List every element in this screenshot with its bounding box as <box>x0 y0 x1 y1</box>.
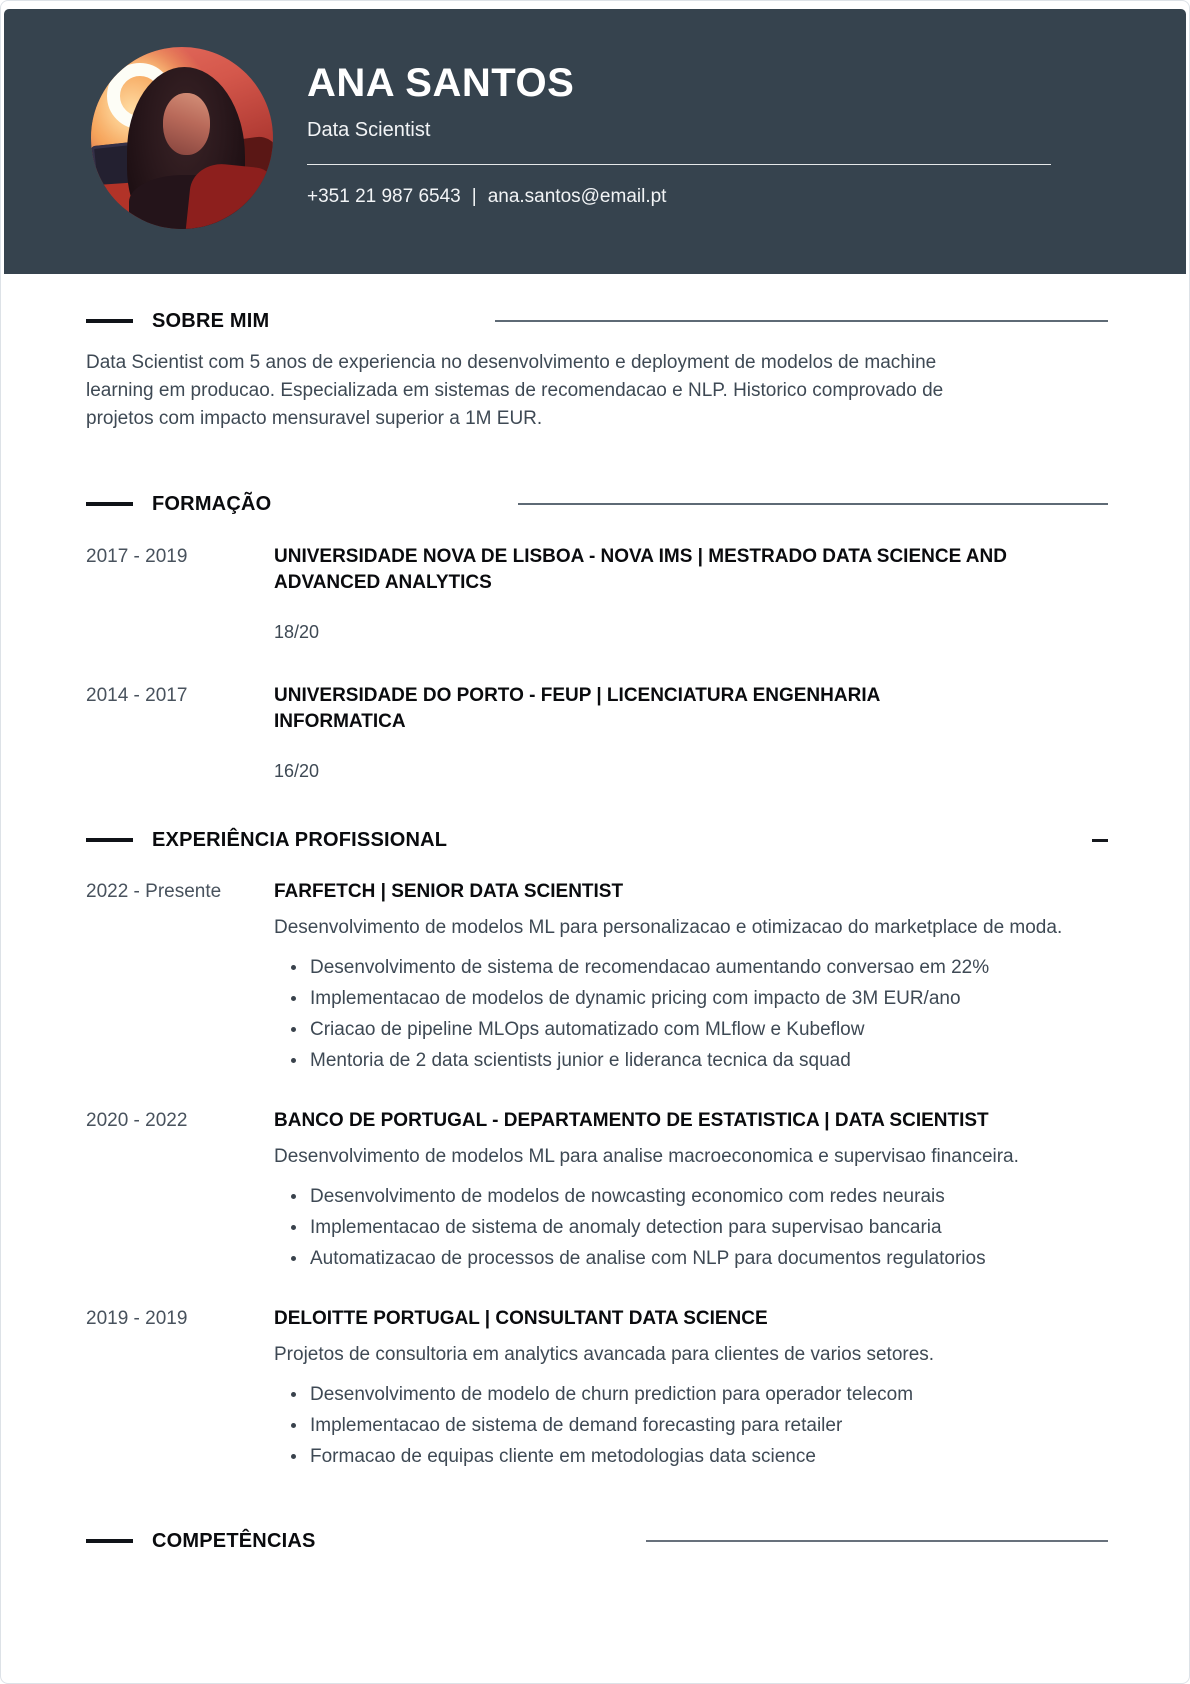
education-entry-body <box>274 544 1108 643</box>
person-name: ANA SANTOS <box>307 61 575 105</box>
education-grade: 18/20 <box>274 622 320 642</box>
education-title: UNIVERSIDADE NOVA DE LISBOA - NOVA IMS | MESTRADO DATA SCIENCE AND ADVANCED ANALYTICS <box>274 546 1007 593</box>
experience-entry-body <box>274 879 1108 1076</box>
section-rule <box>495 320 1108 322</box>
experience-bullet-list <box>274 1379 1108 1472</box>
header-divider <box>307 164 1051 165</box>
education-entry <box>86 544 1108 643</box>
experience-list <box>86 879 1108 1472</box>
experience-bullet-list <box>274 952 1108 1076</box>
section-title-education: FORMAÇÃO <box>152 492 272 515</box>
experience-title: FARFETCH | SENIOR DATA SCIENTIST <box>274 881 624 902</box>
section-about-header <box>86 309 1108 333</box>
experience-bullet-list <box>274 1181 1108 1274</box>
experience-description: Desenvolvimento de modelos ML para personalizacao e otimizacao do marketplace de moda. <box>274 917 1063 938</box>
bullet-item: Implementacao de sistema de demand forecasting para retailer <box>274 1410 1108 1441</box>
section-education-header <box>86 492 1108 516</box>
bullet-item: Formacao de equipas cliente em metodologias data science <box>274 1441 1108 1472</box>
section-dash-icon <box>86 1539 133 1543</box>
education-title: UNIVERSIDADE DO PORTO - FEUP | LICENCIATURA ENGENHARIA INFORMATICA <box>274 685 880 732</box>
experience-entry-body <box>274 1108 1108 1274</box>
bullet-item: Implementacao de modelos de dynamic pricing com impacto de 3M EUR/ano <box>274 983 1108 1014</box>
education-grade: 16/20 <box>274 761 320 781</box>
section-experience <box>86 828 1108 1472</box>
experience-description: Projetos de consultoria em analytics avancada para clientes de varios setores. <box>274 1344 935 1365</box>
resume-header <box>4 9 1186 274</box>
profile-photo <box>91 47 273 229</box>
contact-info <box>307 186 1051 208</box>
section-about <box>86 309 1108 433</box>
education-dates: 2014 - 2017 <box>86 685 188 706</box>
about-text: Data Scientist com 5 anos de experiencia no desenvolvimento e deployment de modelos de machine learning em producao. Especializada em sistemas de recomendacao e NLP. Historico comprovado de projetos com impacto mensuravel superior a 1M EUR. <box>86 352 944 429</box>
section-dash-icon <box>86 502 133 506</box>
bullet-item: Desenvolvimento de sistema de recomendacao aumentando conversao em 22% <box>274 952 1108 983</box>
section-rule <box>518 503 1108 505</box>
section-rule <box>646 1540 1108 1542</box>
photo-face <box>163 93 210 155</box>
contact-separator: | <box>471 186 477 207</box>
header-text-block <box>307 9 1051 208</box>
section-experience-header <box>86 828 1108 852</box>
section-title-skills: COMPETÊNCIAS <box>152 1529 316 1552</box>
experience-dates: 2022 - Presente <box>86 881 222 902</box>
person-job-title: Data Scientist <box>307 119 431 141</box>
email-address: ana.santos@email.pt <box>487 186 667 207</box>
bullet-item: Automatizacao de processos de analise com NLP para documentos regulatorios <box>274 1243 1108 1274</box>
experience-dates: 2020 - 2022 <box>86 1110 188 1131</box>
education-entry <box>86 683 1108 782</box>
education-dates: 2017 - 2019 <box>86 546 188 567</box>
section-education <box>86 492 1108 782</box>
section-skills <box>86 1529 1108 1553</box>
experience-entry-body <box>274 1306 1108 1472</box>
experience-title: BANCO DE PORTUGAL - DEPARTAMENTO DE ESTATISTICA | DATA SCIENTIST <box>274 1110 989 1131</box>
education-list <box>86 544 1108 782</box>
photo-jacket <box>185 161 273 229</box>
experience-dates: 2019 - 2019 <box>86 1308 188 1329</box>
bullet-item: Desenvolvimento de modelos de nowcasting economico com redes neurais <box>274 1181 1108 1212</box>
experience-entry <box>86 1108 1108 1274</box>
bullet-item: Criacao de pipeline MLOps automatizado com MLflow e Kubeflow <box>274 1014 1108 1045</box>
experience-collapse-dash <box>1092 839 1108 842</box>
section-dash-icon <box>86 319 133 323</box>
section-title-experience: EXPERIÊNCIA PROFISSIONAL <box>152 828 448 851</box>
section-skills-header <box>86 1529 1108 1553</box>
experience-entry <box>86 879 1108 1076</box>
education-entry-body <box>274 683 1108 782</box>
bullet-item: Implementacao de sistema de anomaly detection para supervisao bancaria <box>274 1212 1108 1243</box>
experience-title: DELOITTE PORTUGAL | CONSULTANT DATA SCIENCE <box>274 1308 768 1329</box>
phone-number: +351 21 987 6543 <box>307 186 461 207</box>
experience-entry <box>86 1306 1108 1472</box>
experience-description: Desenvolvimento de modelos ML para analise macroeconomica e supervisao financeira. <box>274 1146 1019 1167</box>
bullet-item: Desenvolvimento de modelo de churn prediction para operador telecom <box>274 1379 1108 1410</box>
section-dash-icon <box>86 838 133 842</box>
resume-body <box>4 309 1186 1553</box>
section-title-about: SOBRE MIM <box>152 309 270 332</box>
bullet-item: Mentoria de 2 data scientists junior e lideranca tecnica da squad <box>274 1045 1108 1076</box>
